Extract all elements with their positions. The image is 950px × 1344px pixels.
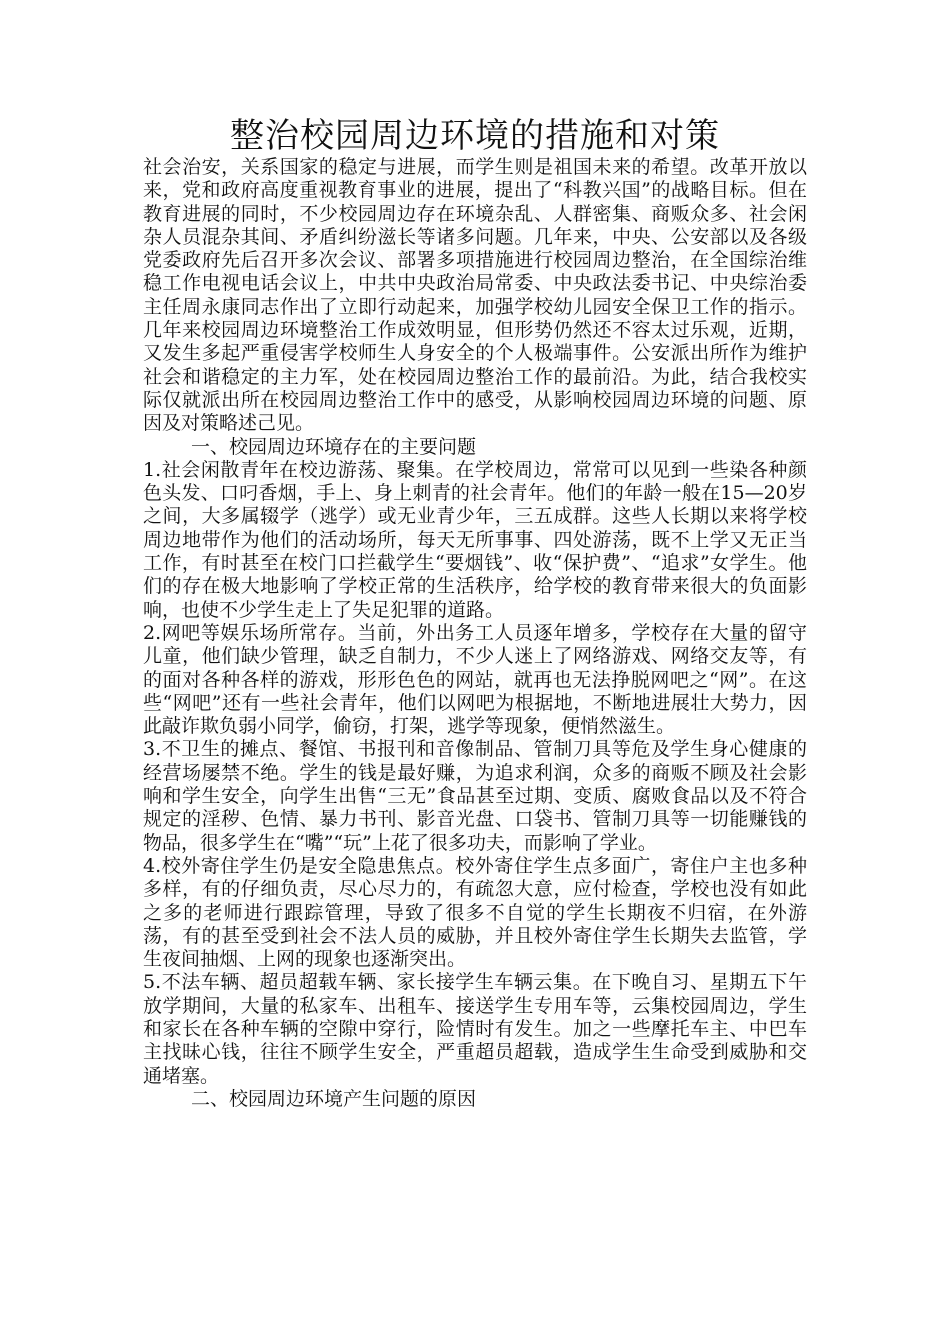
document-title: 整治校园周边环境的措施和对策 bbox=[230, 116, 720, 156]
paragraph-item-4: 4.校外寄住学生仍是安全隐患焦点。校外寄住学生点多面广，寄住户主也多种多样，有的仔细负责，尽心尽力的，有疏忽大意，应付检查，学校也没有如此之多的老师进行跟踪管理，导致了很多不自觉的学生长期夜不归宿，在外游荡，有的甚至受到社会不法人员的威胁，并且校外寄住学生长期失去监管，学生夜间抽烟、上网的现象也逐渐突出。 bbox=[143, 854, 807, 971]
document-body bbox=[143, 156, 807, 1111]
paragraph-item-1: 1.社会闲散青年在校边游荡、聚集。在学校周边，常常可以见到一些染各种颜色头发、口叼香烟，手上、身上刺青的社会青年。他们的年龄一般在15—20岁之间，大多属辍学（逃学）或无业青少年，三五成群。这些人长期以来将学校周边地带作为他们的活动场所，每天无所事事、四处游荡，既不上学又无正当工作，有时甚至在校门口拦截学生“要烟钱”、收“保护费”、“追求”女学生。他们的存在极大地影响了学校正常的生活秩序，给学校的教育带来很大的负面影响，也使不少学生走上了失足犯罪的道路。 bbox=[143, 458, 807, 621]
section-heading-1: 一、校园周边环境存在的主要问题 bbox=[191, 435, 477, 458]
section-heading-2: 二、校园周边环境产生问题的原因 bbox=[191, 1087, 477, 1110]
paragraph-item-5: 5.不法车辆、超员超载车辆、家长接学生车辆云集。在下晚自习、星期五下午放学期间，大量的私家车、出租车、接送学生专用车等，云集校园周边，学生和家长在各种车辆的空隙中穿行，险情时有发生。加之一些摩托车主、中巴车主找昧心钱，往往不顾学生安全，严重超员超载，造成学生生命受到威胁和交通堵塞。 bbox=[143, 971, 807, 1087]
paragraph-item-2: 2.网吧等娱乐场所常存。当前，外出务工人员逐年增多，学校存在大量的留守儿童，他们缺少管理，缺乏自制力，不少人迷上了网络游戏、网络交友等，有的面对各种各样的游戏，形形色色的网站，就再也无法挣脱网吧之“网”。在这些“网吧”还有一些社会青年，他们以网吧为根据地，不断地进展壮大势力，因此敲诈欺负弱小同学，偷窃，打架，逃学等现象，便悄然滋生。 bbox=[143, 621, 807, 738]
paragraph-item-3: 3.不卫生的摊点、餐馆、书报刊和音像制品、管制刀具等危及学生身心健康的经营场屡禁不绝。学生的钱是最好赚，为追求利润，众多的商贩不顾及社会影响和学生安全，向学生出售“三无”食品甚至过期、变质、腐败食品以及不符合规定的淫秽、色情、暴力书刊、影音光盘、口袋书、管制刀具等一切能赚钱的物品，很多学生在“嘴”“玩”上花了很多功夫，而影响了学业。 bbox=[143, 738, 807, 854]
intro-paragraph: 社会治安，关系国家的稳定与进展，而学生则是祖国未来的希望。改革开放以来，党和政府高度重视教育事业的进展，提出了“科教兴国”的战略目标。但在教育进展的同时，不少校园周边存在环境杂乱、人群密集、商贩众多、社会闲杂人员混杂其间、矛盾纠纷滋长等诸多问题。几年来，中央、公安部以及各级党委政府先后召开多次会议、部署多项措施进行校园周边整治，在全国综治维稳工作电视电话会议上，中共中央政治局常委、中央政法委书记、中央综治委主任周永康同志作出了立即行动起来，加强学校幼儿园安全保卫工作的指示。几年来校园周边环境整治工作成效明显，但形势仍然还不容太过乐观，近期，又发生多起严重侵害学校师生人身安全的个人极端事件。公安派出所作为维护社会和谐稳定的主力军，处在校园周边整治工作的最前沿。为此，结合我校实际仅就派出所在校园周边整治工作中的感受，从影响校园周边环境的问题、原因及对策略述己见。 bbox=[143, 156, 807, 435]
